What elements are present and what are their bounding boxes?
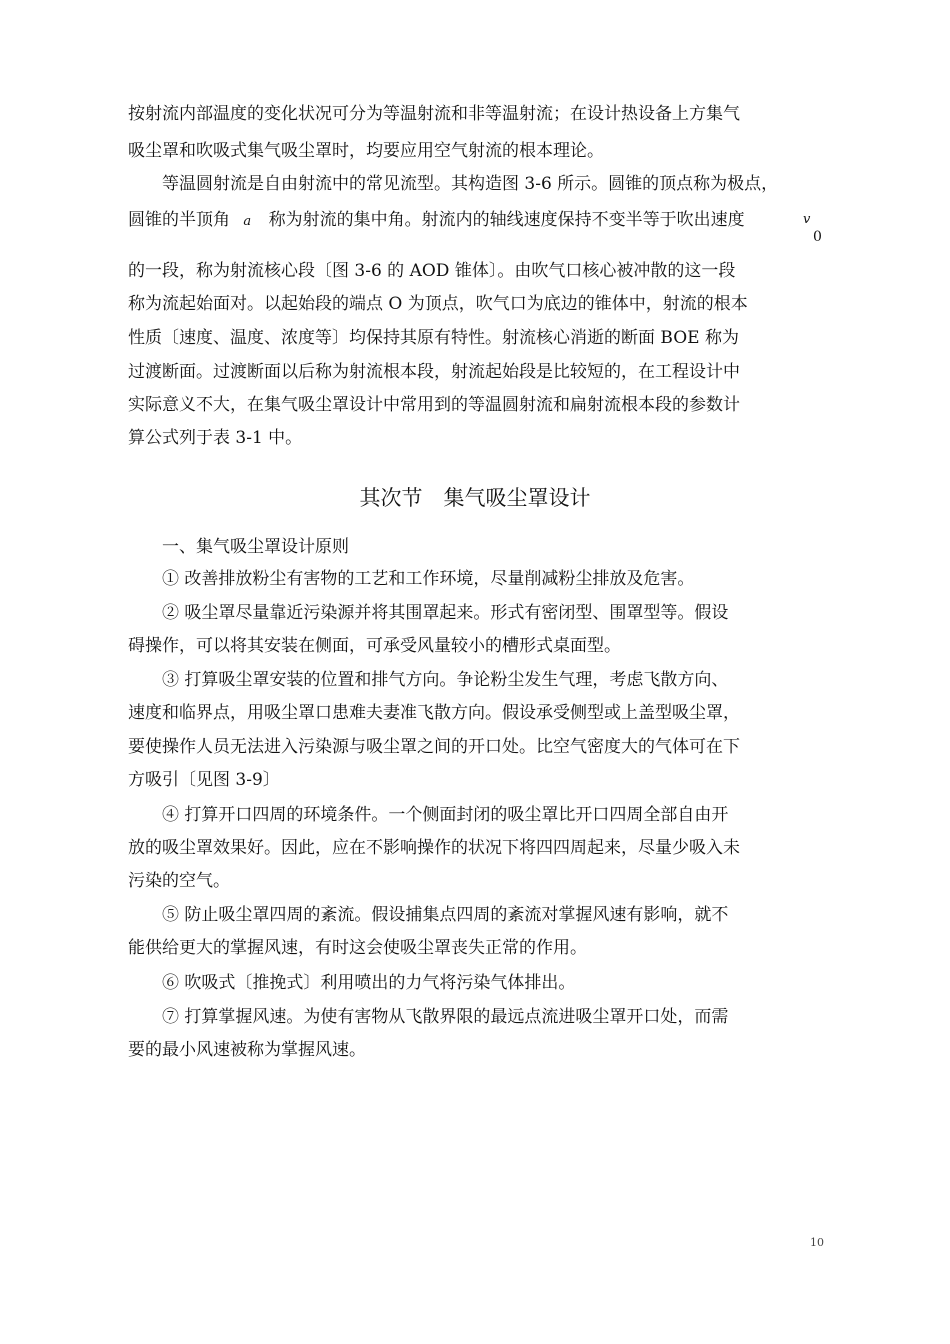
principle-line: 碍操作，可以将其安装在侧面，可承受风量较小的槽形式桌面型。 xyxy=(128,636,621,656)
principle-line: ④ 打算开口四周的环境条件。一个侧面封闭的吸尘罩比开口四周全部自由开 xyxy=(162,805,729,825)
velocity-subscript: 0 xyxy=(813,229,822,245)
principle-line: ① 改善排放粉尘有害物的工艺和工作环境，尽量削减粉尘排放及危害。 xyxy=(162,569,695,589)
paragraph-line: 算公式列于表 3-1 中。 xyxy=(128,428,303,448)
page-number: 10 xyxy=(810,1236,824,1249)
principle-line: ⑦ 打算掌握风速。为使有害物从飞散界限的最远点流进吸尘罩开口处，而需 xyxy=(162,1007,729,1027)
principle-line: 放的吸尘罩效果好。因此，应在不影响操作的状况下将四四周起来，尽量少吸入未 xyxy=(128,838,740,858)
principle-line: 要使操作人员无法进入污染源与吸尘罩之间的开口处。比空气密度大的气体可在下 xyxy=(128,737,740,757)
paragraph-line: 的一段，称为射流核心段〔图 3-6 的 AOD 锥体〕。由吹气口核心被冲散的这一段 xyxy=(128,261,736,281)
text-fragment: 圆锥的半顶角 xyxy=(128,210,230,230)
principle-line: 污染的空气。 xyxy=(128,871,230,891)
paragraph-line: 吸尘罩和吹吸式集气吸尘罩时，均要应用空气射流的根本理论。 xyxy=(128,141,604,161)
alpha-symbol: a xyxy=(243,214,252,229)
paragraph-line: 等温圆射流是自由射流中的常见流型。其构造图 3-6 所示。圆锥的顶点称为极点， xyxy=(162,174,779,194)
paragraph-line: 按射流内部温度的变化状况可分为等温射流和非等温射流；在设计热设备上方集气 xyxy=(128,104,740,124)
principle-line: ② 吸尘罩尽量靠近污染源并将其围罩起来。形式有密闭型、围罩型等。假设 xyxy=(162,603,729,623)
paragraph-line: 实际意义不大，在集气吸尘罩设计中常用到的等温圆射流和扁射流根本段的参数计 xyxy=(128,395,740,415)
paragraph-line: 称为流起始面对。以起始段的端点 O 为顶点，吹气口为底边的锥体中，射流的根本 xyxy=(128,294,748,314)
principle-line: ③ 打算吸尘罩安装的位置和排气方向。争论粉尘发生气理，考虑飞散方向、 xyxy=(162,670,729,690)
section-title: 其次节 集气吸尘罩设计 xyxy=(359,486,591,510)
principle-line: 能供给更大的掌握风速，有时这会使吸尘罩丧失正常的作用。 xyxy=(128,938,587,958)
paragraph-line xyxy=(128,210,745,232)
principle-line: 速度和临界点，用吸尘罩口患难夫妻准飞散方向。假设承受侧型或上盖型吸尘罩， xyxy=(128,703,740,723)
principle-line: ⑤ 防止吸尘罩四周的紊流。假设捕集点四周的紊流对掌握风速有影响，就不 xyxy=(162,905,729,925)
velocity-symbol: v xyxy=(803,212,811,227)
principle-line: 方吸引〔见图 3-9〕 xyxy=(128,770,280,790)
paragraph-line: 性质〔速度、温度、浓度等〕均保持其原有特性。射流核心消逝的断面 BOE 称为 xyxy=(128,328,739,348)
text-fragment: 称为射流的集中角。射流内的轴线速度保持不变半等于吹出速度 xyxy=(268,210,745,230)
subsection-title: 一、集气吸尘罩设计原则 xyxy=(162,537,349,557)
principle-line: ⑥ 吹吸式〔推挽式〕利用喷出的力气将污染气体排出。 xyxy=(162,973,576,993)
paragraph-line: 过渡断面。过渡断面以后称为射流根本段，射流起始段是比较短的，在工程设计中 xyxy=(128,362,740,382)
principle-line: 要的最小风速被称为掌握风速。 xyxy=(128,1040,366,1060)
